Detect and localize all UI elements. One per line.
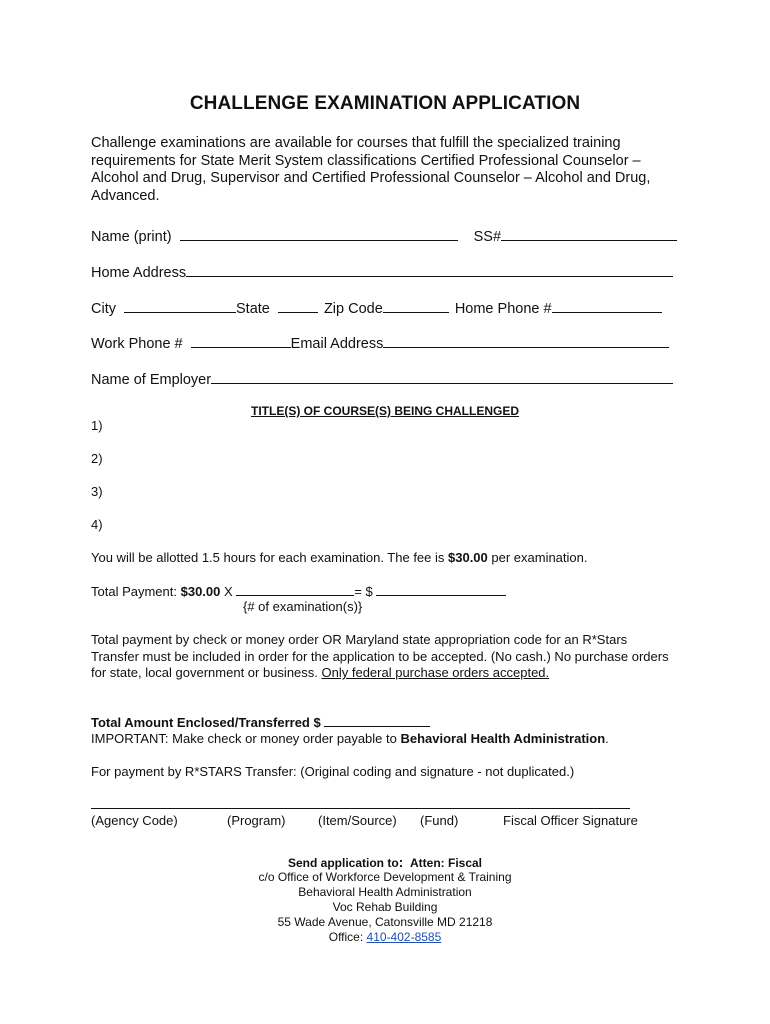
important-text: IMPORTANT: Make check or money order payable to [91, 731, 401, 746]
zip-label: Zip Code [323, 301, 383, 317]
equals-sign: = $ [354, 584, 377, 599]
state-field[interactable] [278, 298, 318, 313]
city-label: City [91, 301, 116, 317]
office-line [0, 930, 770, 944]
rstars-note: For payment by R*STARS Transfer: (Original coding and signature - not duplicated.) [91, 764, 575, 779]
home-phone-label: Home Phone # [454, 301, 552, 317]
payment-text: Total payment by check or money order OR Maryland state appropriation code for an R*Stars Transfer must be included in order for the application to be accepted. (No cash.) No purchase orders for state, local government or business. [91, 632, 669, 680]
total-payment-label: Total Payment: [91, 584, 181, 599]
payment-paragraph [91, 632, 671, 682]
course-item-1: 1) [91, 418, 103, 433]
home-address-field[interactable] [186, 262, 673, 277]
enclosed-row [91, 714, 430, 730]
zip-field[interactable] [383, 298, 449, 313]
important-end: . [605, 731, 609, 746]
course-item-2: 2) [91, 451, 103, 466]
total-field[interactable] [376, 583, 506, 596]
total-payment-row [91, 583, 506, 599]
program-label: (Program) [227, 813, 286, 828]
state-label: State [236, 301, 270, 317]
ss-field[interactable] [501, 226, 677, 241]
send-to-colon: : [398, 854, 404, 870]
address-line-3: Voc Rehab Building [332, 900, 438, 914]
item-source-label: (Item/Source) [318, 813, 397, 828]
employer-field[interactable] [211, 369, 673, 384]
important-note [91, 731, 609, 746]
address-line-2: Behavioral Health Administration [298, 885, 472, 899]
send-to-label: Send application to [287, 856, 399, 870]
city-field[interactable] [124, 298, 236, 313]
allotted-text-a: You will be allotted 1.5 hours for each examination. The fee is [91, 550, 448, 565]
employer-label: Name of Employer [91, 372, 212, 388]
exam-count-note: {# of examination(s)} [243, 599, 363, 614]
allotted-text [91, 550, 588, 565]
federal-po-note: Only federal purchase orders accepted. [321, 665, 550, 680]
intro-paragraph [91, 135, 691, 205]
fiscal-officer-label: Fiscal Officer Signature [503, 813, 638, 828]
name-row [91, 226, 677, 245]
course-item-3: 3) [91, 484, 103, 499]
address-line-1: c/o Office of Workforce Development & Training [258, 870, 512, 884]
attention-line: Atten: Fiscal [410, 856, 483, 870]
address-line-4: 55 Wade Avenue, Catonsville MD 21218 [277, 915, 493, 929]
office-label: Office: [328, 930, 367, 944]
payee-name: Behavioral Health Administration [400, 731, 606, 746]
page-title: CHALLENGE EXAMINATION APPLICATION [189, 93, 581, 114]
course-item-4: 4) [91, 517, 103, 532]
times-sign: X [220, 584, 237, 599]
send-to-heading [0, 854, 770, 870]
fund-label: (Fund) [420, 813, 459, 828]
work-phone-label: Work Phone # [91, 336, 183, 352]
total-payment-amount: $30.00 [180, 584, 221, 599]
signature-line[interactable] [91, 808, 630, 809]
work-phone-field[interactable] [191, 333, 291, 348]
email-label: Email Address [290, 336, 384, 352]
enclosed-label: Total Amount Enclosed/Transferred $ [91, 715, 325, 730]
enclosed-field[interactable] [324, 714, 430, 727]
fee-amount: $30.00 [448, 550, 488, 565]
employer-row [91, 369, 673, 388]
home-address-label: Home Address [91, 265, 187, 281]
office-phone-link[interactable]: 410-402-8585 [366, 930, 442, 944]
name-field[interactable] [180, 226, 458, 241]
ss-label: SS# [473, 229, 502, 245]
name-label: Name (print) [91, 229, 172, 245]
allotted-text-b: per examination. [487, 550, 588, 565]
home-phone-field[interactable] [552, 298, 662, 313]
city-row [91, 298, 662, 317]
agency-code-label: (Agency Code) [91, 813, 178, 828]
email-field[interactable] [383, 333, 669, 348]
courses-heading: TITLE(S) OF COURSE(S) BEING CHALLENGED [251, 404, 519, 418]
intro-text: Challenge examinations are available for courses that fulfill the specialized training requirements for State Merit System classifications Certified Professional Counselor – Alcohol and Drug, Supervisor and Certified Professional Counselor – Alcohol and Drug, Advanced. [91, 135, 651, 204]
exam-count-field[interactable] [236, 583, 354, 596]
home-address-row [91, 262, 673, 281]
work-phone-row [91, 333, 669, 352]
